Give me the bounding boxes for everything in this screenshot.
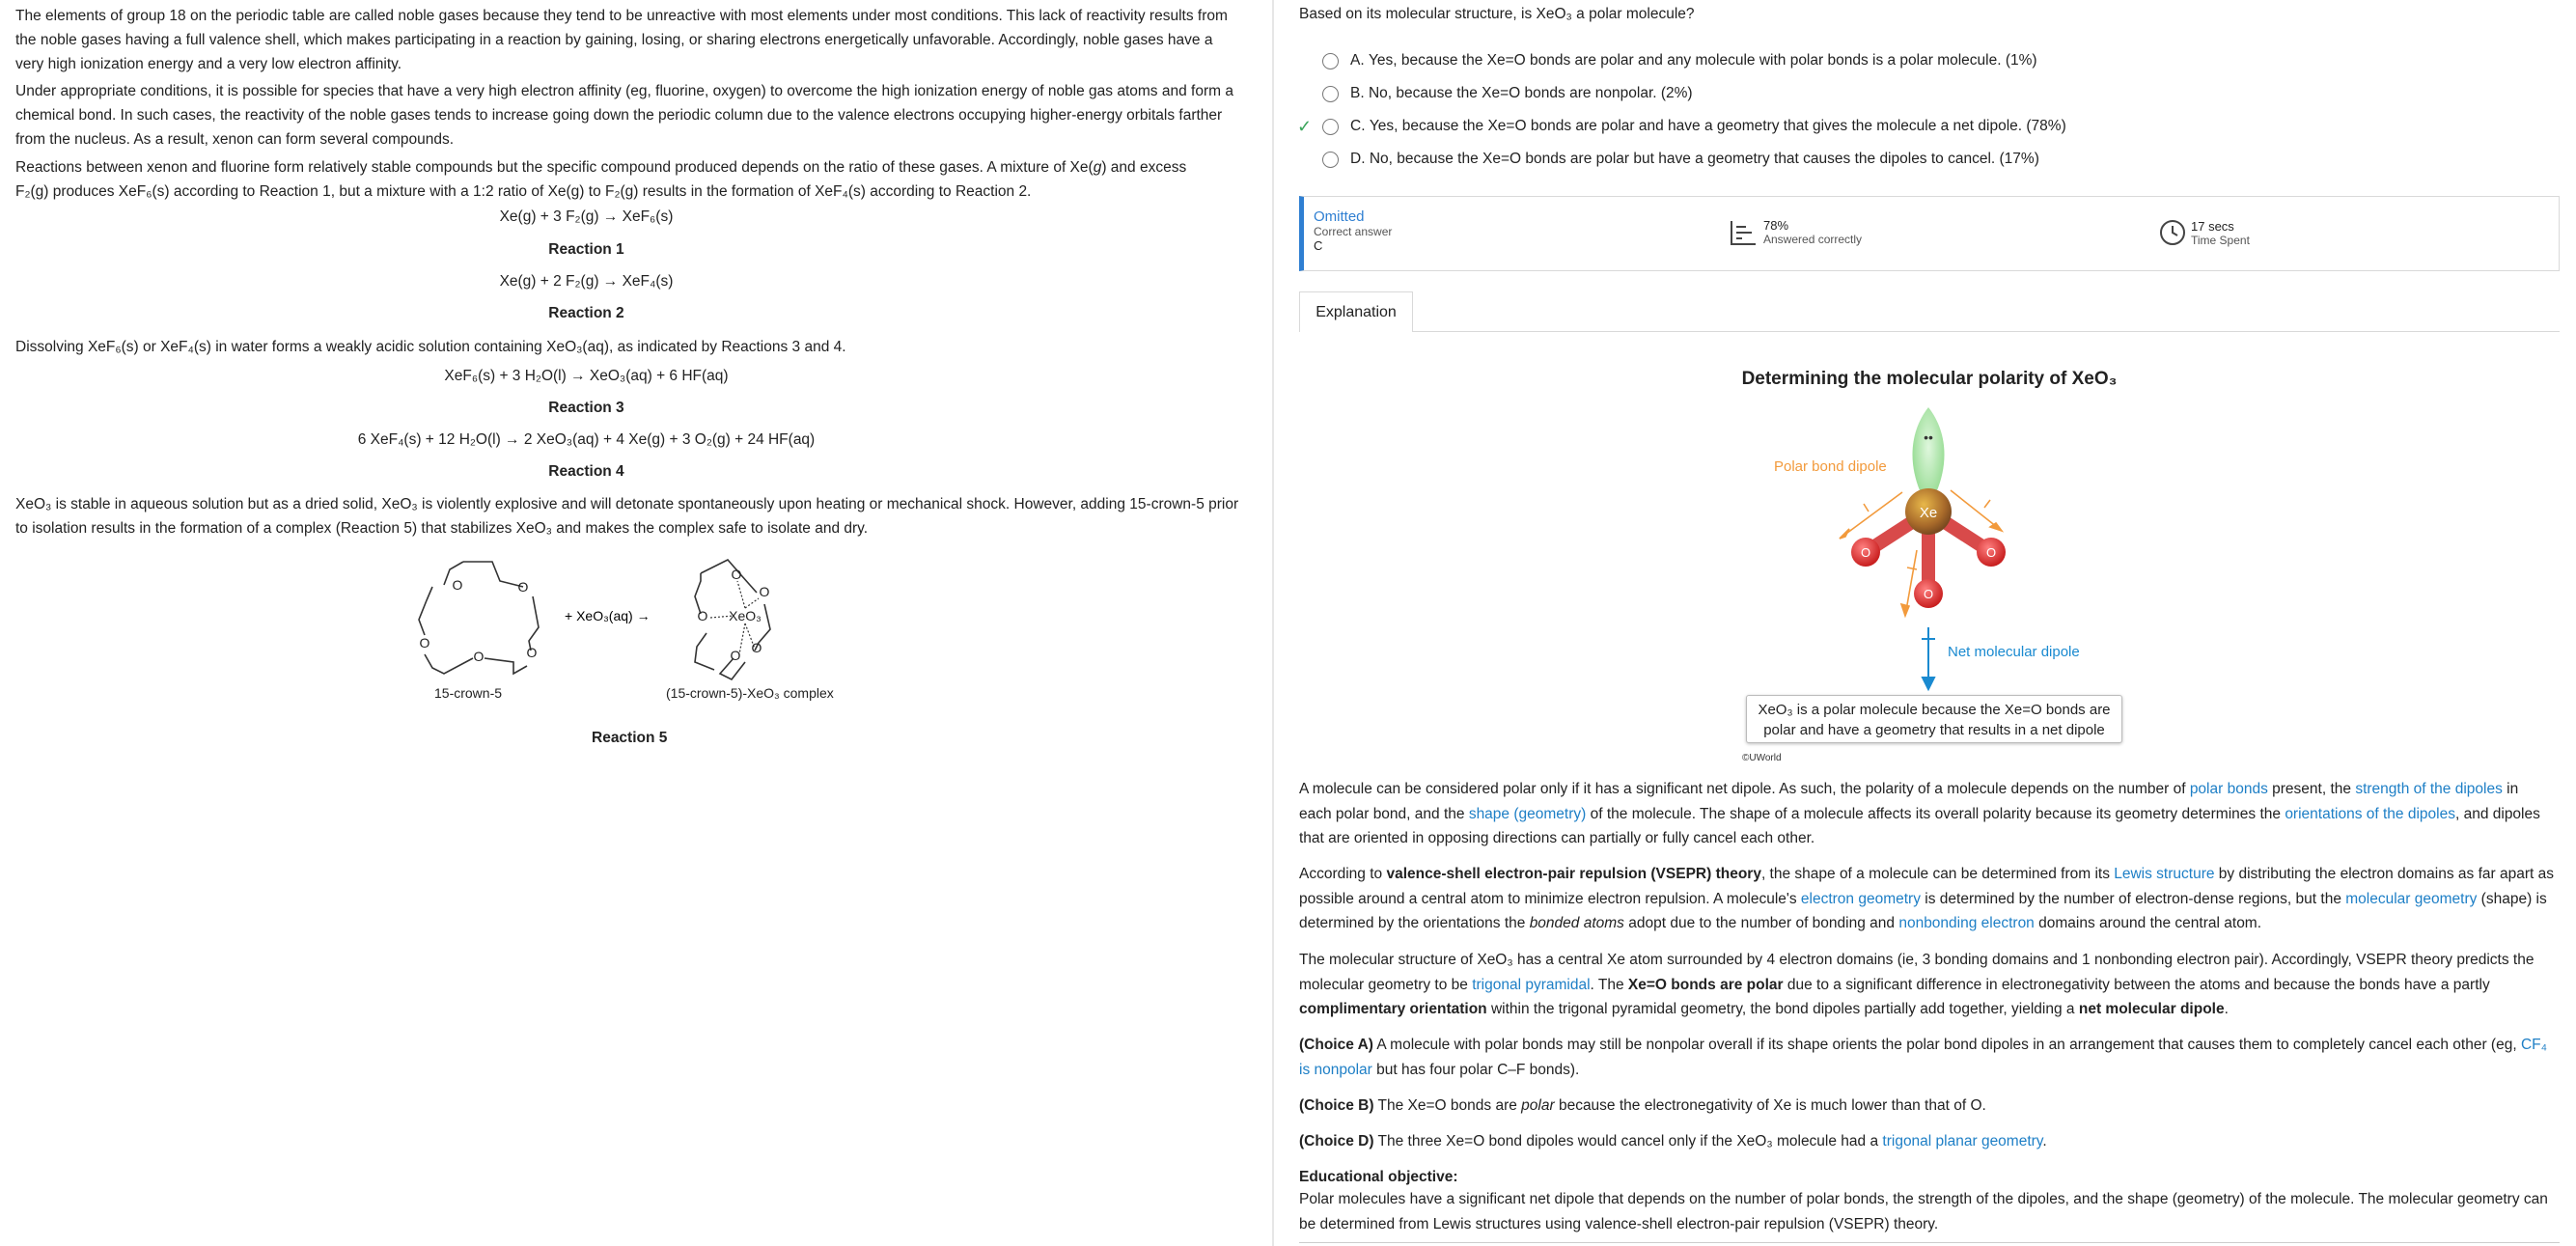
time-label: Time Spent [2191,233,2250,247]
explanation-paragraph-1: A molecule can be considered polar only if it has a significant net dipole. As such, the polarity of a molecule depends on the number of polar bonds present, the strength of the dipoles in each polar bond, and the shape (geometry) of the molecule. The shape of a molecule affects its overall polarity because its geometry determines the orientations of the dipoles, and dipoles that are oriented in opposing directions can partially or fully cancel each other. [1299,781,2540,846]
choice-b[interactable] [1299,81,1693,106]
complex-o-4: O [751,640,762,655]
correct-answer-label: Correct answer [1314,225,1393,238]
crown-o-5: O [419,635,430,651]
reaction-3-label: Reaction 3 [548,400,624,416]
polar-bond-dipole-label: Polar bond dipole [1774,458,1887,475]
o-atom-left-label: O [1860,545,1871,560]
choice-b-text: No, because the Xe=O bonds are nonpolar. (2%) [1368,85,1693,101]
reaction-1-label: Reaction 1 [548,241,624,258]
copyright: ©UWorld [1742,753,1782,763]
reaction-2-label: Reaction 2 [548,305,624,321]
choice-c-text: Yes, because the Xe=O bonds are polar and have a geometry that gives the molecule a net dipole. (78%) [1369,118,2066,134]
crown-o-4: O [473,649,485,664]
choice-b-explanation: (Choice B) The Xe=O bonds are polar because the electronegativity of Xe is much lower than that of O. [1299,1097,1986,1114]
lone-pair-dots: •• [1924,429,1933,445]
bottom-rule [1299,1242,2560,1243]
choice-d-text: No, because the Xe=O bonds are polar but have a geometry that causes the dipoles to cancel. (17%) [1369,151,2039,167]
panel-divider[interactable] [1272,0,1274,1246]
link-molecular-geometry[interactable]: molecular geometry [2345,890,2478,907]
passage-paragraph-2: Under appropriate conditions, it is possible for species that have a very high electron affinity (eg, fluorine, oxygen) to overcome the high ionization energy of noble gas atoms and form a chemical bond. In such cases, the reactivity of the noble gases tends to increase going down the periodic column due to the valence electrons occupying higher-energy orbitals farther from the nucleus. As a result, xenon can form several compounds. [15,83,1233,148]
question-stem: Based on its molecular structure, is XeO₃ a polar molecule? [1299,6,1695,22]
passage-panel [0,0,1269,1246]
choice-c-letter: C. [1350,118,1366,134]
choice-a-letter: A. [1350,52,1365,69]
link-shape-geometry[interactable]: shape (geometry) [1468,805,1587,822]
reaction-5-reagent: + XeO₃(aq) → [565,608,651,623]
correct-check-icon: ✓ [1297,116,1313,136]
link-cf4-nonpolar[interactable]: CF₄ is nonpolar [1299,1037,2547,1078]
reaction-3: XeF₆(s) + 3 H₂O(l) → XeO₃(aq) + 6 HF(aq) [444,368,729,384]
complex-label: (15-crown-5)-XeO₃ complex [666,685,834,701]
reaction-5-label: Reaction 5 [592,730,668,746]
complex-o-2: O [759,584,770,599]
tab-explanation[interactable]: Explanation [1299,291,1413,332]
crown-o-2: O [517,579,529,595]
status-text: Omitted [1314,208,1365,225]
complex-o-5: O [730,648,741,663]
time-block [2158,218,2250,247]
reaction-4-label: Reaction 4 [548,463,624,480]
choice-a-explanation: (Choice A) A molecule with polar bonds may still be nonpolar overall if its shape orients the polar bond dipoles in an arrangement that causes them to completely cancel each other (eg, CF₄ is nonpolar but has four polar C–F bonds). [1299,1037,2547,1078]
o-atom-bottom-label: O [1923,587,1934,601]
link-electron-geometry[interactable]: electron geometry [1800,890,1921,907]
choice-b-radio[interactable] [1322,86,1339,102]
reaction-4: 6 XeF₄(s) + 12 H₂O(l) → 2 XeO₃(aq) + 4 Xe(g) + 3 O₂(g) + 24 HF(aq) [357,431,816,448]
clock-icon [2158,218,2187,247]
net-dipole-label: Net molecular dipole [1948,644,2080,660]
xe-atom-label: Xe [1919,505,1938,521]
figure-title: Determining the molecular polarity of XeO₃ [1741,369,2118,389]
o-atom-right-label: O [1985,545,1997,560]
educational-objective-text: Polar molecules have a significant net dipole that depends on the number of polar bonds, the strength of the dipoles, and the shape (geometry) of the molecule. The molecular geometry can be determined from Lewis structures using valence-shell electron-pair repulsion (VSEPR) theory. [1299,1191,2548,1232]
link-nonbonding-electron[interactable]: nonbonding electron [1898,915,2035,931]
choice-a-text: Yes, because the Xe=O bonds are polar and any molecule with polar bonds is a polar molecule. (1%) [1368,52,2037,69]
figure-caption: XeO₃ is a polar molecule because the Xe=O bonds are polar and have a geometry that results in a net dipole [1746,695,2122,743]
stats-bar [1299,196,2560,271]
choice-a[interactable] [1299,48,2037,73]
choice-d-explanation: (Choice D) The three Xe=O bond dipoles would cancel only if the XeO₃ molecule had a trigonal planar geometry. [1299,1133,2047,1149]
reaction-2: Xe(g) + 2 F₂(g) → XeF₄(s) [499,273,674,290]
crown-ether-label: 15-crown-5 [434,685,503,701]
link-trigonal-planar-geometry[interactable]: trigonal planar geometry [1882,1133,2043,1149]
complex-xeo3: XeO₃ [729,608,762,623]
time-value: 17 secs [2191,218,2234,234]
choice-d[interactable] [1299,147,2039,172]
passage-paragraph-3: Reactions between xenon and fluorine form relatively stable compounds but the specific compound produced depends on the ratio of these gases. A mixture of Xe(g) and excess F₂(g) produces XeF₆(s) according to Reaction 1, but a mixture with a 1:2 ratio of Xe(g) to F₂(g) results in the formation of XeF₄(s) according to Reaction 2. [15,159,1187,200]
passage-paragraph-5: XeO₃ is stable in aqueous solution but as a dried solid, XeO₃ is violently explosive and will detonate spontaneously upon heating or mechanical shock. However, adding 15-crown-5 prior to isolation results in the formation of a complex (Reaction 5) that stabilizes XeO₃ and makes the complex safe to isolate and dry. [15,496,1239,537]
explanation-paragraph-3: The molecular structure of XeO₃ has a central Xe atom surrounded by 4 electron domains (ie, 3 bonding domains and 1 nonbonding electron pair). Accordingly, VSEPR theory predicts the molecular geometry to be trigonal pyramidal. The Xe=O bonds are polar due to a significant difference in electronegativity between the atoms and because the bonds have a partly complimentary orientation within the trigonal pyramidal geometry, the bond dipoles partially add together, yielding a net molecular dipole. [1299,952,2534,1017]
link-polar-bonds[interactable]: polar bonds [2189,781,2268,797]
reaction-5-scheme [405,550,849,705]
question-panel [1299,0,2563,1246]
complex-o-3: O [697,608,708,623]
xeo3-polarity-figure [1299,396,2560,705]
crown-o-3: O [526,645,538,660]
bar-chart-icon [1729,219,1758,246]
choice-a-radio[interactable] [1322,53,1339,69]
link-strength-of-dipoles[interactable]: strength of the dipoles [2355,781,2503,797]
link-orientations-of-dipoles[interactable]: orientations of the dipoles [2285,805,2455,822]
choice-c-radio[interactable] [1322,119,1339,135]
tab-underline [1413,331,2560,332]
crown-o-1: O [452,577,463,593]
reaction-1: Xe(g) + 3 F₂(g) → XeF₆(s) [499,208,674,225]
passage-paragraph-1: The elements of group 18 on the periodic table are called noble gases because they tend to be unreactive with most elements under most conditions. This lack of reactivity results from the noble gases having a full valence shell, which makes participating in a reaction by gaining, losing, or sharing electrons energetically unfavorable. Accordingly, noble gases have a very high ionization energy and a very low electron affinity. [15,8,1228,72]
complex-o-1: O [731,567,742,582]
percent-label: Answered correctly [1763,233,1863,246]
explanation-paragraph-2: According to valence-shell electron-pair repulsion (VSEPR) theory, the shape of a molecule can be determined from its Lewis structure by distributing the electron domains as far apart as possible around a central atom to minimize electron repulsion. A molecule's electron geometry is determined by the number of electron-dense regions, but the molecular geometry (shape) is determined by the orientations the bonded atoms adopt due to the number of bonding and nonbonding electron domains around the central atom. [1299,866,2555,931]
omitted-block [1314,208,1392,253]
net-dipole-arrow [1922,627,1935,689]
choice-d-letter: D. [1350,151,1366,167]
percent-value: 78% [1763,218,1789,233]
educational-objective-title: Educational objective: [1299,1169,1458,1185]
choice-d-radio[interactable] [1322,152,1339,168]
choice-c[interactable] [1299,114,2066,139]
correct-answer-value: C [1314,238,1323,253]
passage-paragraph-4: Dissolving XeF₆(s) or XeF₄(s) in water forms a weakly acidic solution containing XeO₃(aq), as indicated by Reactions 3 and 4. [15,339,846,355]
link-lewis-structure[interactable]: Lewis structure [2114,866,2215,882]
choice-b-letter: B. [1350,85,1365,101]
link-trigonal-pyramidal[interactable]: trigonal pyramidal [1472,976,1591,993]
percent-block [1729,218,1862,246]
